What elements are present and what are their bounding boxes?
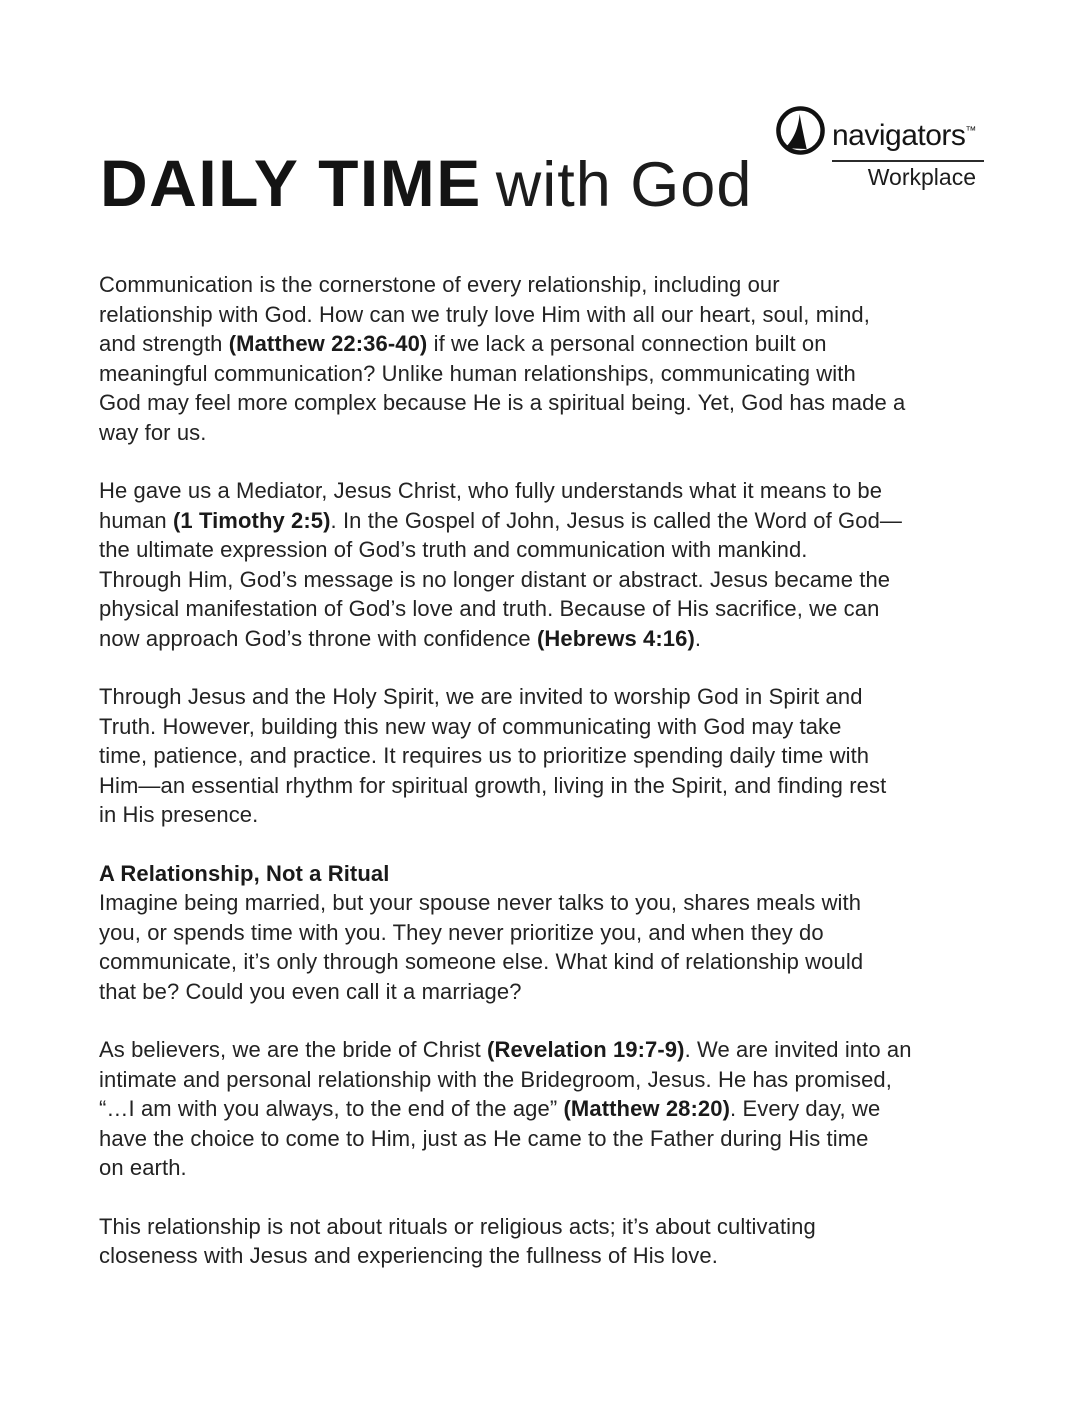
text-run: . We are invited into an (684, 1037, 912, 1062)
page-title (100, 146, 753, 220)
scripture-reference: (Hebrews 4:16) (536, 625, 695, 651)
text-run: closeness with Jesus and experiencing the fullness of His love. (99, 1243, 718, 1268)
navigators-sail-icon (774, 104, 827, 157)
text-run: God may feel more complex because He is a spiritual being. Yet, God has made a (99, 390, 906, 415)
paragraph (99, 270, 1014, 447)
logo-text (832, 121, 984, 190)
logo-brand-name: navigators (832, 119, 966, 152)
text-run: relationship with God. How can we truly love Him with all our heart, soul, mind, (99, 301, 870, 327)
text-run: have the choice to come to Him, just as He came to the Father during His time (99, 1125, 869, 1151)
page-title-main: DAILY TIME (100, 146, 482, 220)
text-run: He gave us a Mediator, Jesus Christ, who fully understands what it means to be (99, 478, 883, 503)
text-run: that be? Could you even call it a marriage? (99, 978, 522, 1004)
text-run: This relationship is not about rituals or religious acts; it’s about cultivating (99, 1213, 816, 1239)
paragraph (99, 682, 1014, 830)
text-run: . Every day, we (730, 1096, 881, 1121)
text-run: human (99, 507, 173, 533)
logo-divider (832, 160, 984, 162)
text-run: communicate, it’s only through someone else. What kind of relationship would (99, 949, 864, 974)
section-heading (99, 859, 1014, 889)
paragraph (99, 1035, 1014, 1183)
paragraph (99, 888, 1014, 1006)
trademark-symbol: ™ (965, 125, 977, 137)
logo-division: Workplace (867, 164, 976, 190)
text-run: on earth. (99, 1155, 187, 1180)
text-run: Through Jesus and the Holy Spirit, we are invited to worship God in Spirit and (99, 684, 863, 709)
text-run: you, or spends time with you. They never prioritize you, and when they do (99, 919, 824, 945)
text-run: A Relationship, Not a Ritual (99, 860, 390, 886)
text-run: and strength (99, 331, 229, 356)
paragraph (99, 1212, 1014, 1271)
scripture-reference: (Matthew 28:20) (563, 1096, 731, 1121)
text-run: physical manifestation of God’s love and truth. Because of His sacrifice, we can (99, 596, 880, 621)
text-run: Him—an essential rhythm for spiritual growth, living in the Spirit, and finding rest (99, 772, 887, 798)
text-run: way for us. (99, 419, 207, 445)
logo-brand (832, 121, 984, 151)
text-run: time, patience, and practice. It requires us to prioritize spending daily time with (99, 743, 870, 768)
text-run: meaningful communication? Unlike human relationships, communicating with (99, 360, 856, 386)
document-body (99, 270, 1014, 1300)
text-run: if we lack a personal connection built on (427, 331, 827, 356)
scripture-reference: (Matthew 22:36-40) (228, 331, 428, 356)
text-run: “…I am with you always, to the end of the age” (99, 1096, 564, 1121)
text-run: in His presence. (99, 802, 259, 827)
paragraph (99, 476, 1014, 653)
text-run: Imagine being married, but your spouse never talks to you, shares meals with (99, 890, 862, 915)
text-run: . (694, 625, 702, 651)
scripture-reference: (1 Timothy 2:5) (172, 507, 331, 533)
page-title-sub: with God (495, 150, 753, 220)
text-run: As believers, we are the bride of Christ (99, 1037, 488, 1062)
text-run: Through Him, God’s message is no longer distant or abstract. Jesus became the (99, 566, 891, 592)
navigators-logo (774, 104, 984, 190)
text-run: Truth. However, building this new way of communicating with God may take (99, 713, 842, 739)
text-run: Communication is the cornerstone of every relationship, including our (99, 272, 780, 297)
text-run: now approach God’s throne with confidence (99, 625, 537, 651)
text-run: the ultimate expression of God’s truth and communication with mankind. (99, 537, 808, 562)
text-run: . In the Gospel of John, Jesus is called the Word of God— (330, 507, 903, 533)
text-run: intimate and personal relationship with the Bridegroom, Jesus. He has promised, (99, 1066, 892, 1092)
scripture-reference: (Revelation 19:7-9) (487, 1037, 685, 1062)
